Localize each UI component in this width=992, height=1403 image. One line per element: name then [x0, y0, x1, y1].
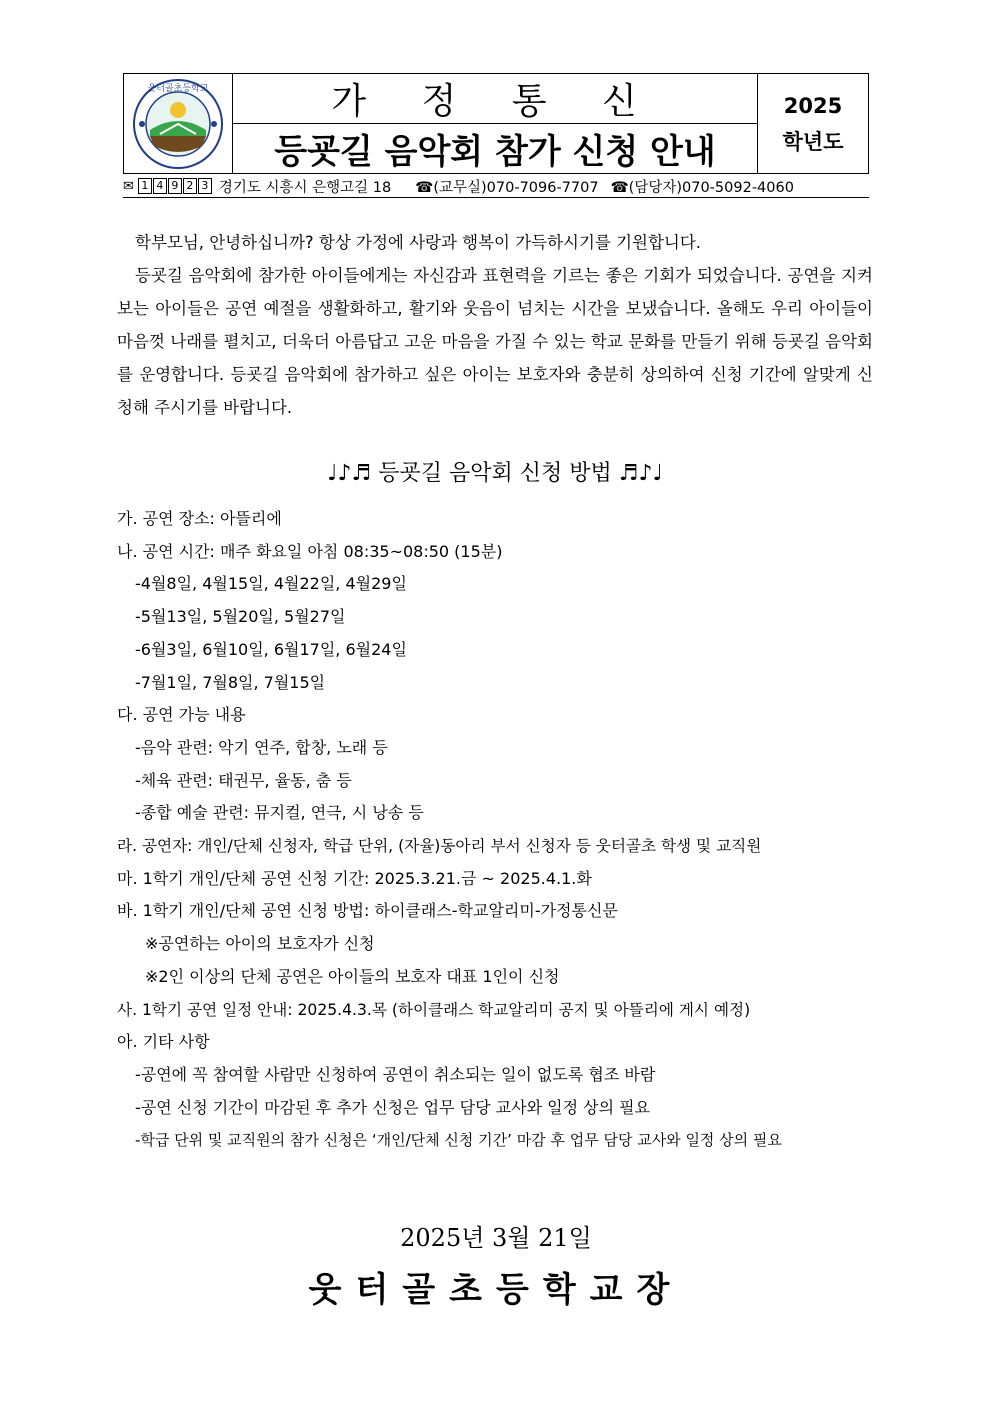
list-note: ※2인 이상의 단체 공연은 아이들의 보호자 대표 1인이 신청 [145, 966, 560, 986]
school-logo [124, 74, 233, 173]
postal-digit: 2 [183, 178, 197, 194]
list-item: -공연 신청 기간이 마감된 후 추가 신청은 업무 담당 교사와 일정 상의 필요 [135, 1097, 651, 1117]
staff-phone: ☎(담당자)070-5092-4060 [610, 179, 794, 196]
list-item: 바. 1학기 개인/단체 공연 신청 방법: 하이클래스-학교알리미-가정통신문 [117, 901, 618, 921]
list-note: ※공연하는 아이의 보호자가 신청 [145, 934, 375, 954]
issue-date: 2025년 3월 21일 [400, 1224, 592, 1252]
year-number: 2025 [783, 93, 843, 118]
list-item: 가. 공연 장소: 아뜰리에 [117, 509, 282, 528]
list-item: -5월13일, 5월20일, 5월27일 [135, 607, 346, 627]
list-item: 라. 공연자: 개인/단체 신청자, 학급 단위, (자율)동아리 부서 신청자 등 웃터골초 학생 및 교직원 [117, 837, 762, 856]
list-item: 다. 공연 가능 내용 [117, 705, 246, 725]
school-year [757, 74, 868, 173]
list-item: -체육 관련: 태권무, 율동, 춤 등 [135, 770, 352, 790]
school-emblem-icon [132, 78, 224, 170]
list-item: -음악 관련: 악기 연주, 합창, 노래 등 [135, 737, 388, 757]
list-item: 나. 공연 시간: 매주 화요일 아침 08:35~08:50 (15분) [117, 541, 503, 561]
postal-digit: 1 [138, 178, 152, 194]
list-item: -종합 예술 관련: 뮤지컬, 연극, 시 낭송 등 [135, 803, 424, 823]
list-item: -6월3일, 6월10일, 6월17일, 6월24일 [135, 639, 407, 659]
application-details [117, 503, 877, 1157]
list-item: 사. 1학기 공연 일정 안내: 2025.4.3.목 (하이클래스 학교알리미 공지 및 아뜰리에 게시 예정) [117, 1000, 751, 1019]
svg-text:웃터골초등학교: 웃터골초등학교 [147, 83, 209, 94]
school-address: 경기도 시흥시 은행고길 18 [218, 179, 392, 196]
newsletter-header [123, 73, 869, 174]
postal-digit: 9 [168, 178, 182, 194]
postal-digit: 3 [198, 178, 212, 194]
postal-digit: 4 [153, 178, 167, 194]
year-suffix: 학년도 [782, 129, 844, 154]
list-item: -학급 단위 및 교직원의 참가 신청은 ‘개인/단체 신청 기간’ 마감 후 업무 담당 교사와 일정 상의 필요 [135, 1131, 782, 1150]
list-item: 마. 1학기 개인/단체 공연 신청 기간: 2025.3.21.금 ~ 2025.4.1.화 [117, 868, 592, 888]
list-item: -공연에 꼭 참여할 사람만 신청하여 공연이 취소되는 일이 없도록 협조 바람 [135, 1064, 656, 1084]
document-title: 등굣길 음악회 참가 신청 안내 [274, 132, 716, 172]
mail-icon: ✉ [123, 178, 134, 194]
office-phone: ☎(교무실)070-7096-7707 [415, 179, 599, 196]
contact-line [123, 175, 869, 198]
section-title: ♩♪♬ 등굣길 음악회 신청 방법 ♬♪♩ [327, 461, 663, 486]
list-item: -4월8일, 4월15일, 4월22일, 4월29일 [135, 574, 407, 594]
intro-paragraphs [117, 226, 873, 424]
list-item: 아. 기타 사항 [117, 1032, 210, 1052]
list-item: -7월1일, 7월8일, 7월15일 [135, 672, 326, 692]
postal-code [138, 178, 213, 194]
greeting-paragraph: 학부모님, 안녕하십니까? 항상 가정에 사랑과 행복이 가득하시기를 기원합니다. [135, 233, 702, 252]
principal-signature: 웃터골초등학교장 [308, 1270, 684, 1310]
description-paragraph: 등굣길 음악회에 참가한 아이들에게는 자신감과 표현력을 기르는 좋은 기회가 되었습니다. 공연을 지켜보는 아이들은 공연 예절을 생활화하고, 활기와 웃음이 넘치는 시간을 보냈습니다. 올해도 우리 아이들이 마음껏 나래를 펼치고, 더욱더 아름답고 고운 마음을 가질 수 있는 학교 문화를 만들기 위해 등굣길 음악회를 운영합니다. 등굣길 음악회에 참가하고 싶은 아이는 보호자와 충분히 상의하여 신청 기간에 알맞게 신청해 주시기를 바랍니다. [117, 266, 873, 417]
newsletter-label: 가 정 통 신 [233, 74, 757, 124]
